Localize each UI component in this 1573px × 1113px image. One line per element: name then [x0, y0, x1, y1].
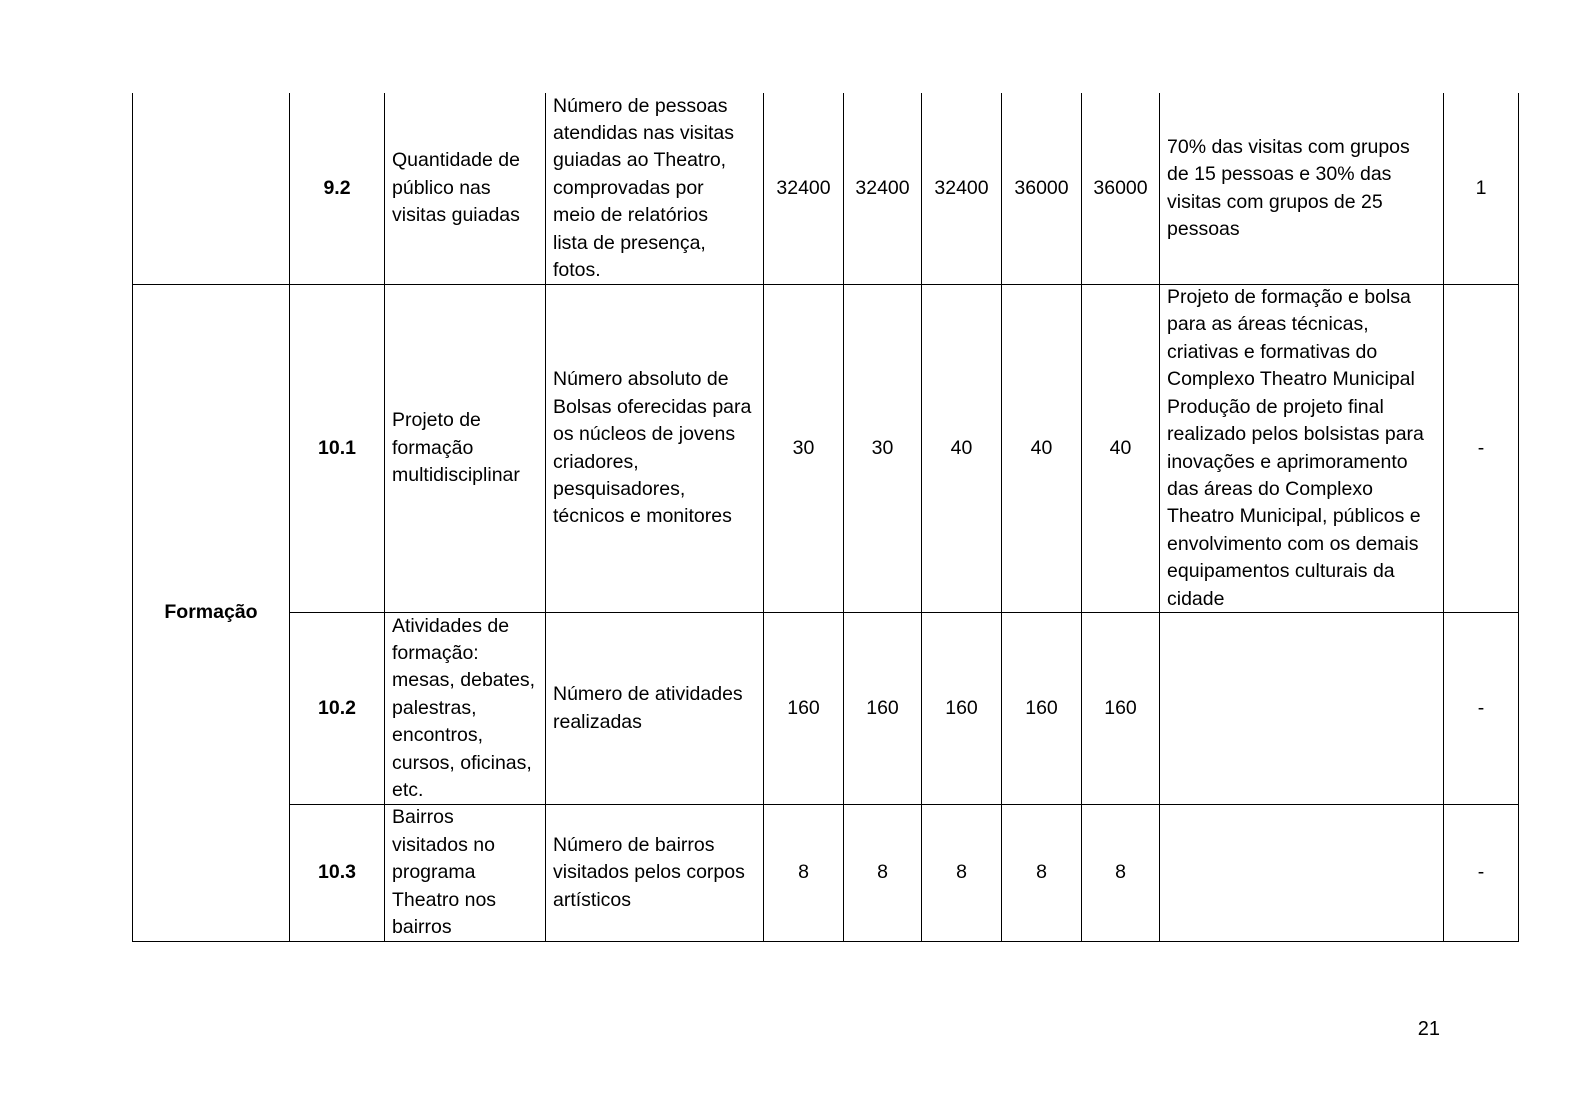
value: 8: [798, 861, 809, 884]
indicator-name: Atividades de formação: mesas, debates, palestras, encontros, cursos, oficinas, etc.: [392, 614, 536, 802]
value-cell: [1002, 285, 1081, 612]
indicator-id-cell: [290, 93, 384, 284]
weight-cell: [1444, 93, 1518, 284]
weight-cell: [1444, 285, 1518, 612]
value-cell: [844, 805, 921, 941]
measurement-text: Número de pessoas atendidas nas visitas guiadas ao Theatro, comprovadas por meio de relatórios lista de presença, fotos.: [553, 94, 735, 282]
value-cell: [922, 613, 1001, 804]
value-cell: [844, 285, 921, 612]
value: 160: [1104, 696, 1137, 719]
weight-cell: [1444, 805, 1518, 941]
table-border-right: [1518, 93, 1519, 942]
value-cell: [764, 613, 843, 804]
value-cell: [922, 805, 1001, 941]
table-border-bottom: [132, 941, 1519, 942]
measurement-text: Número absoluto de Bolsas oferecidas para os núcleos de jovens criadores, pesquisadores, técnicos e monitores: [553, 368, 752, 528]
value: 160: [1025, 696, 1058, 719]
weight-value: -: [1477, 436, 1485, 459]
value: 160: [787, 696, 820, 719]
value: 32400: [855, 176, 910, 199]
value-cell: [764, 805, 843, 941]
measurement-text: Número de atividades realizadas: [553, 683, 743, 733]
value-cell: [1002, 93, 1081, 284]
weight-cell: [1444, 613, 1518, 804]
value: 160: [866, 696, 899, 719]
value-cell: [1082, 93, 1159, 284]
indicator-id: 9.2: [323, 176, 351, 199]
value: 32400: [776, 176, 831, 199]
value-cell: [922, 285, 1001, 612]
value: 36000: [1093, 176, 1148, 199]
indicator-name-cell: [385, 805, 545, 941]
indicator-name: Quantidade de público nas visitas guiadas: [392, 149, 520, 227]
weight-value: -: [1477, 696, 1485, 719]
value: 40: [1030, 436, 1053, 459]
indicator-name: Bairros visitados no programa Theatro nos bairros: [392, 806, 497, 939]
value-cell: [1082, 805, 1159, 941]
category-label: Formação: [164, 601, 258, 624]
value: 40: [950, 436, 973, 459]
value: 30: [871, 436, 894, 459]
weight-value: -: [1477, 861, 1485, 884]
value: 32400: [934, 176, 989, 199]
indicator-id: 10.1: [318, 436, 356, 459]
category-cell: [133, 285, 289, 941]
notes-cell: [1160, 805, 1443, 941]
value-cell: [844, 93, 921, 284]
indicator-name-cell: [385, 93, 545, 284]
notes-text: Projeto de formação e bolsa para as áreas técnicas, criativas e formativas do Complexo Theatro Municipal Produção de projeto final realizado pelos bolsistas para inovações e aprimoramento das áreas do Complexo Theatro Municipal, públicos e envolvimento com os demais equipamentos culturais da cidade: [1167, 286, 1424, 610]
value: 36000: [1014, 176, 1069, 199]
value-cell: [764, 285, 843, 612]
indicator-id-cell: [290, 805, 384, 941]
notes-cell: [1160, 285, 1443, 612]
value-cell: [844, 613, 921, 804]
measurement-cell: [546, 93, 763, 284]
indicator-id: 10.3: [318, 861, 356, 884]
page-number: 21: [1417, 1018, 1440, 1040]
indicator-id-cell: [290, 285, 384, 612]
value: 160: [945, 696, 978, 719]
value-cell: [1002, 613, 1081, 804]
value-cell: [764, 93, 843, 284]
indicator-id-cell: [290, 613, 384, 804]
value: 8: [877, 861, 888, 884]
value-cell: [1002, 805, 1081, 941]
value: 8: [956, 861, 967, 884]
notes-text: 70% das visitas com grupos de 15 pessoas e 30% das visitas com grupos de 25 pessoas: [1167, 135, 1410, 240]
value-cell: [1082, 285, 1159, 612]
measurement-text: Número de bairros visitados pelos corpos artísticos: [553, 833, 745, 911]
indicator-name-cell: [385, 285, 545, 612]
value: 40: [1109, 436, 1132, 459]
indicator-id: 10.2: [318, 696, 356, 719]
notes-cell: [1160, 93, 1443, 284]
value-cell: [1082, 613, 1159, 804]
weight-value: 1: [1475, 176, 1487, 199]
value: 8: [1036, 861, 1047, 884]
value-cell: [922, 93, 1001, 284]
value: 8: [1115, 861, 1126, 884]
measurement-cell: [546, 285, 763, 612]
notes-cell: [1160, 613, 1443, 804]
measurement-cell: [546, 613, 763, 804]
value: 30: [792, 436, 815, 459]
indicator-name: Projeto de formação multidisciplinar: [392, 409, 520, 487]
measurement-cell: [546, 805, 763, 941]
indicator-name-cell: [385, 613, 545, 804]
